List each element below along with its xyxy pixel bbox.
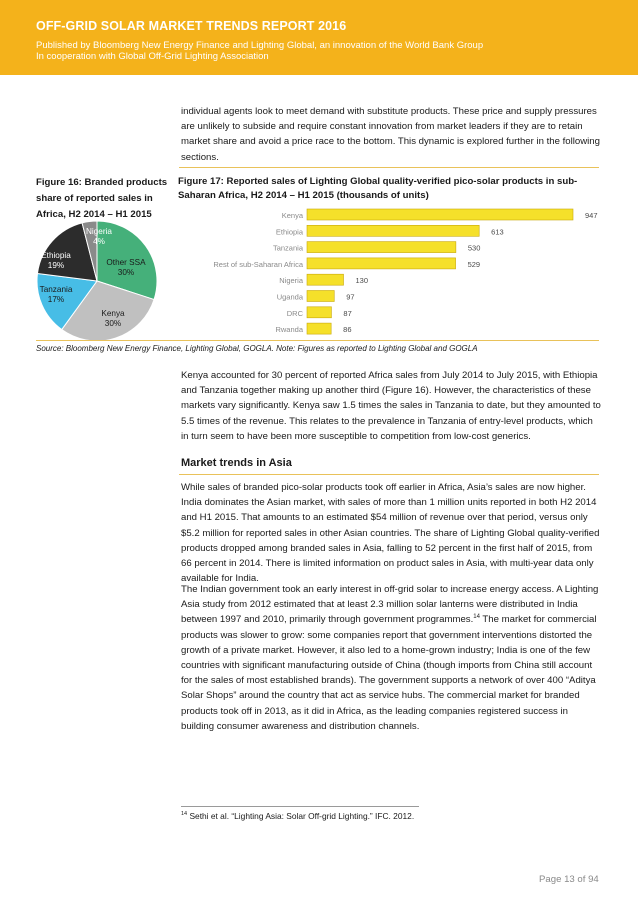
figure17-title: Figure 17: Reported sales of Lighting Global quality-verified pico-solar products in sub-Saharan Africa, H2 2014 – H1 2015 (thousands of units) — [178, 176, 578, 201]
pie-value-kenya: 30% — [104, 319, 122, 328]
pie-value-tanzania: 17% — [47, 295, 65, 304]
bar-rest-of-sub-saharan-africa — [307, 258, 456, 269]
paragraph-africa: Kenya accounted for 30 percent of reported Africa sales from July 2014 to July 2015, with Ethiopia and Tanzania together making up another third (Figure 16). However, the characteristics of these markets vary significantly. Kenya saw 1.5 times the sales in Tanzania to date, but they amounted to 5.5 times of the revenue. This relates to the prevalence in Tanzania of entry-level products, which in turn seem to have been more susceptible to competition from low-cost generics. — [181, 370, 601, 442]
paragraph-india-government — [181, 582, 601, 734]
bar-kenya — [307, 209, 573, 220]
bar-drc — [307, 307, 331, 318]
pie-label-nigeria: Nigeria — [86, 227, 112, 236]
bar-category-label: Tanzania — [272, 243, 303, 253]
pie-chart — [36, 220, 158, 342]
bar-category-label: DRC — [286, 308, 303, 318]
bar-value-label: 947 — [585, 211, 598, 220]
bar-ethiopia — [307, 225, 479, 236]
footnote-number: 14 — [181, 811, 188, 818]
bar-category-label: Rwanda — [275, 325, 303, 335]
bar-tanzania — [307, 242, 456, 253]
bar-category-label: Rest of sub-Saharan Africa — [213, 259, 303, 269]
paragraph-india-part2: The market for commercial products was slower to grow: some companies report that government interventions distorted the growth of a private market. However, it also led to a home-grown industry; India is one of the few countries with significant manufacturing outside of China (though imports from China still account for the sales of most established brands). The government supports a network of over 400 “Aditya Solar Shops” around the country that act as service hubs. The commercial market for branded products took off in 2013, as it did in Africa, as the leading companies registered success in building consumer awareness and distribution channels. — [181, 614, 597, 732]
bar-category-label: Uganda — [276, 292, 303, 302]
divider-heading — [179, 474, 599, 475]
bar-uganda — [307, 291, 334, 302]
pie-value-other-ssa: 30% — [117, 268, 135, 277]
footnote-text: Sethi et al. “Lighting Asia: Solar Off-grid Lighting.” IFC. 2012. — [187, 811, 415, 821]
divider-figures — [36, 340, 599, 341]
bar-category-label: Nigeria — [279, 276, 303, 286]
report-title: OFF-GRID SOLAR MARKET TRENDS REPORT 2016 — [36, 19, 347, 33]
paragraph-asia-sales: While sales of branded pico-solar products took off earlier in Africa, Asia’s sales are now higher. India dominates the Asian market, with sales of more than 1 million units reported in both H2 2014 and H1 2015. That amounts to an estimated $54 million of revenue over that period, versus only $5.2 million for reported sales in other Asian countries. The share of Lighting Global quality-verified products dropped among branded sales in Asia, falling to 52 percent in the first half of 2015, from 66 percent in 2014. There is limited information on product sales in Asia, with multi-year data only available for India. — [181, 482, 600, 585]
bar-category-label: Kenya — [281, 211, 303, 220]
page-number: Page 13 of 94 — [539, 874, 599, 885]
paragraph-india-part1: The Indian government took an early interest in off-grid solar to increase energy access. A Lighting Asia study from 2012 estimated that at least 2.3 million solar lanterns were distributed in India between 1997 and 2010, primarily through government programmes. — [181, 584, 599, 626]
pie-value-nigeria: 4% — [93, 237, 105, 246]
bar-nigeria — [307, 274, 344, 285]
bar-value-label: 87 — [343, 308, 352, 318]
report-header — [0, 0, 638, 75]
bar-rwanda — [307, 323, 331, 334]
bar-value-label: 97 — [346, 292, 355, 302]
pie-value-ethiopia: 19% — [47, 261, 65, 270]
pie-label-kenya: Kenya — [101, 309, 125, 318]
figure-source-note: Source: Bloomberg New Energy Finance, Lighting Global, GOGLA. Note: Figures as reported to Lighting Global and GOGLA — [36, 344, 478, 353]
pie-label-other-ssa: Other SSA — [106, 258, 146, 267]
bar-value-label: 130 — [355, 276, 369, 286]
bar-value-label: 613 — [491, 227, 504, 237]
bar-category-label: Ethiopia — [275, 227, 303, 237]
bar-value-label: 86 — [343, 325, 352, 335]
report-cooperation: In cooperation with Global Off-Grid Lighting Association — [36, 51, 269, 62]
bar-value-label: 530 — [467, 243, 481, 253]
section-heading-asia: Market trends in Asia — [181, 457, 292, 469]
figure16-title: Figure 16: Branded products share of reported sales in Africa, H2 2014 – H1 2015 — [36, 177, 168, 220]
report-publisher: Published by Bloomberg New Energy Finance and Lighting Global, an innovation of the World Bank Group — [36, 40, 484, 51]
footnote-divider — [181, 806, 419, 807]
footnote-reference[interactable]: 14 — [473, 614, 480, 621]
bar-chart — [178, 205, 598, 335]
pie-label-tanzania: Tanzania — [39, 285, 73, 294]
footnote — [181, 811, 414, 821]
intro-paragraph: individual agents look to meet demand with substitute products. These price and supply pressures are unlikely to subside and require constant innovation from market leaders if they are to retain market share and avoid a price race to the bottom. This dynamic is explored further in the following sections. — [181, 106, 600, 163]
pie-label-ethiopia: Ethiopia — [41, 251, 71, 260]
divider-top — [179, 167, 599, 168]
bar-value-label: 529 — [467, 259, 481, 269]
